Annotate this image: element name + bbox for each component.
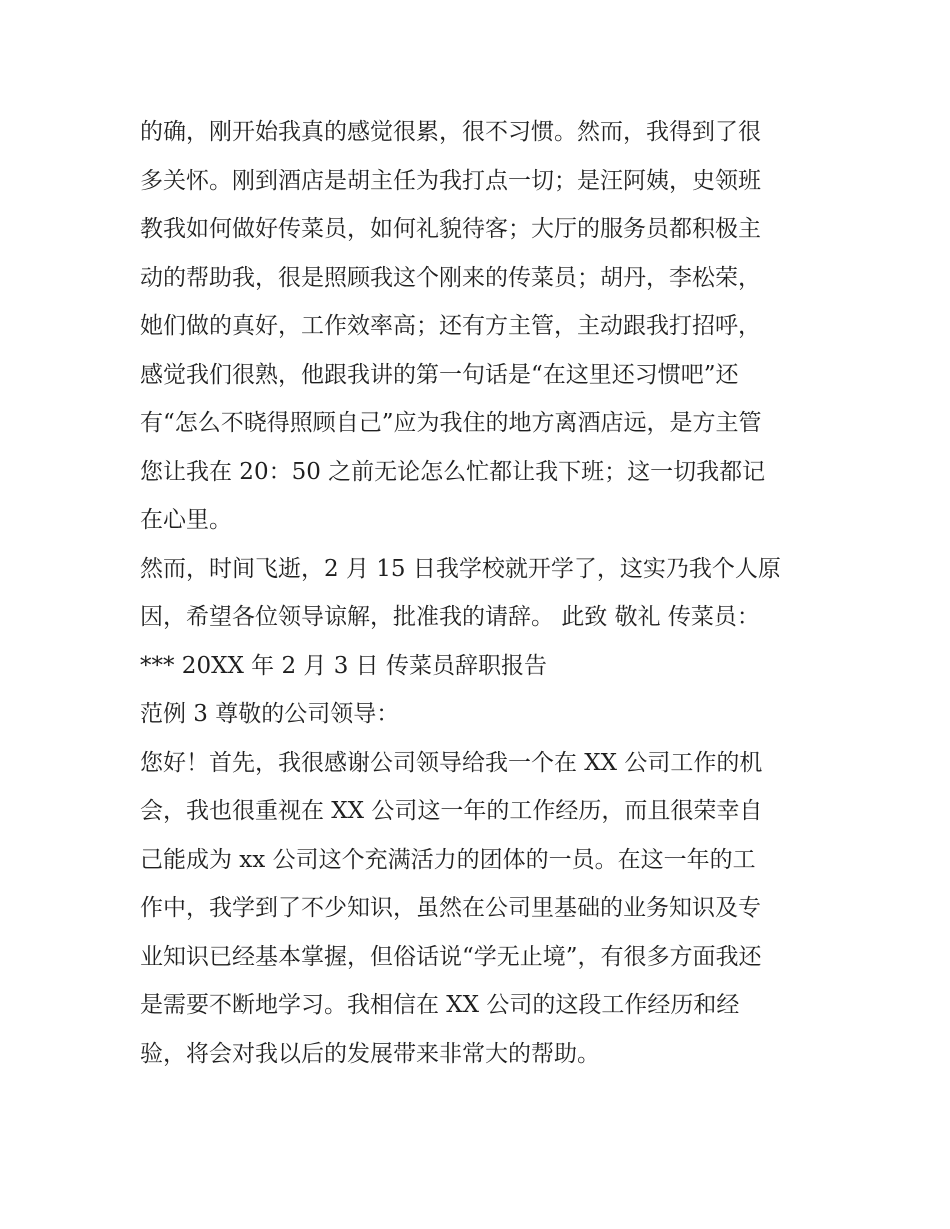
- text-line: 感觉我们很熟，他跟我讲的第一句话是“在这里还习惯吧”还: [140, 361, 739, 388]
- text-line: 因，希望各位领导谅解，批准我的请辞。 此致 敬礼 传菜员：: [140, 604, 760, 630]
- text-line: 的确，刚开始我真的感觉很累，很不习惯。然而，我得到了很: [140, 119, 761, 145]
- text-line: 多关怀。刚到酒店是胡主任为我打点一切；是汪阿姨，史领班: [140, 167, 761, 194]
- text-line: 在心里。: [140, 507, 232, 533]
- text-line: 是需要不断地学习。我相信在 XX 公司的这段工作经历和经: [140, 992, 740, 1018]
- text-line: 她们做的真好，工作效率高；还有方主管，主动跟我打招呼，: [140, 313, 761, 339]
- text-line: 己能成为 xx 公司这个充满活力的团体的一员。在这一年的工: [140, 846, 756, 873]
- text-line: 业知识已经基本掌握，但俗话说“学无止境”，有很多方面我还: [140, 943, 762, 970]
- text-line: 您让我在 20：50 之前无论怎么忙都让我下班；这一切我都记: [140, 458, 766, 485]
- text-line: 验，将会对我以后的发展带来非常大的帮助。: [140, 1040, 600, 1067]
- text-line: 范例 3 尊敬的公司领导：: [140, 701, 400, 727]
- text-line: 作中，我学到了不少知识，虽然在公司里基础的业务知识及专: [140, 895, 761, 921]
- text-line: 动的帮助我，很是照顾我这个刚来的传菜员；胡丹，李松荣，: [140, 264, 761, 291]
- body-text: [140, 108, 820, 1078]
- text-line: 会，我也很重视在 XX 公司这一年的工作经历，而且很荣幸自: [140, 798, 763, 824]
- text-line: 有“怎么不晓得照顾自己”应为我住的地方离酒店远，是方主管: [140, 410, 762, 436]
- text-line: 教我如何做好传菜员，如何礼貌待客；大厅的服务员都积极主: [140, 216, 761, 242]
- text-line: 然而，时间飞逝，2 月 15 日我学校就开学了，这实乃我个人原: [140, 555, 781, 582]
- text-line: *** 20XX 年 2 月 3 日 传菜员辞职报告: [140, 652, 547, 679]
- text-line: 您好！首先，我很感谢公司领导给我一个在 XX 公司工作的机: [140, 749, 763, 776]
